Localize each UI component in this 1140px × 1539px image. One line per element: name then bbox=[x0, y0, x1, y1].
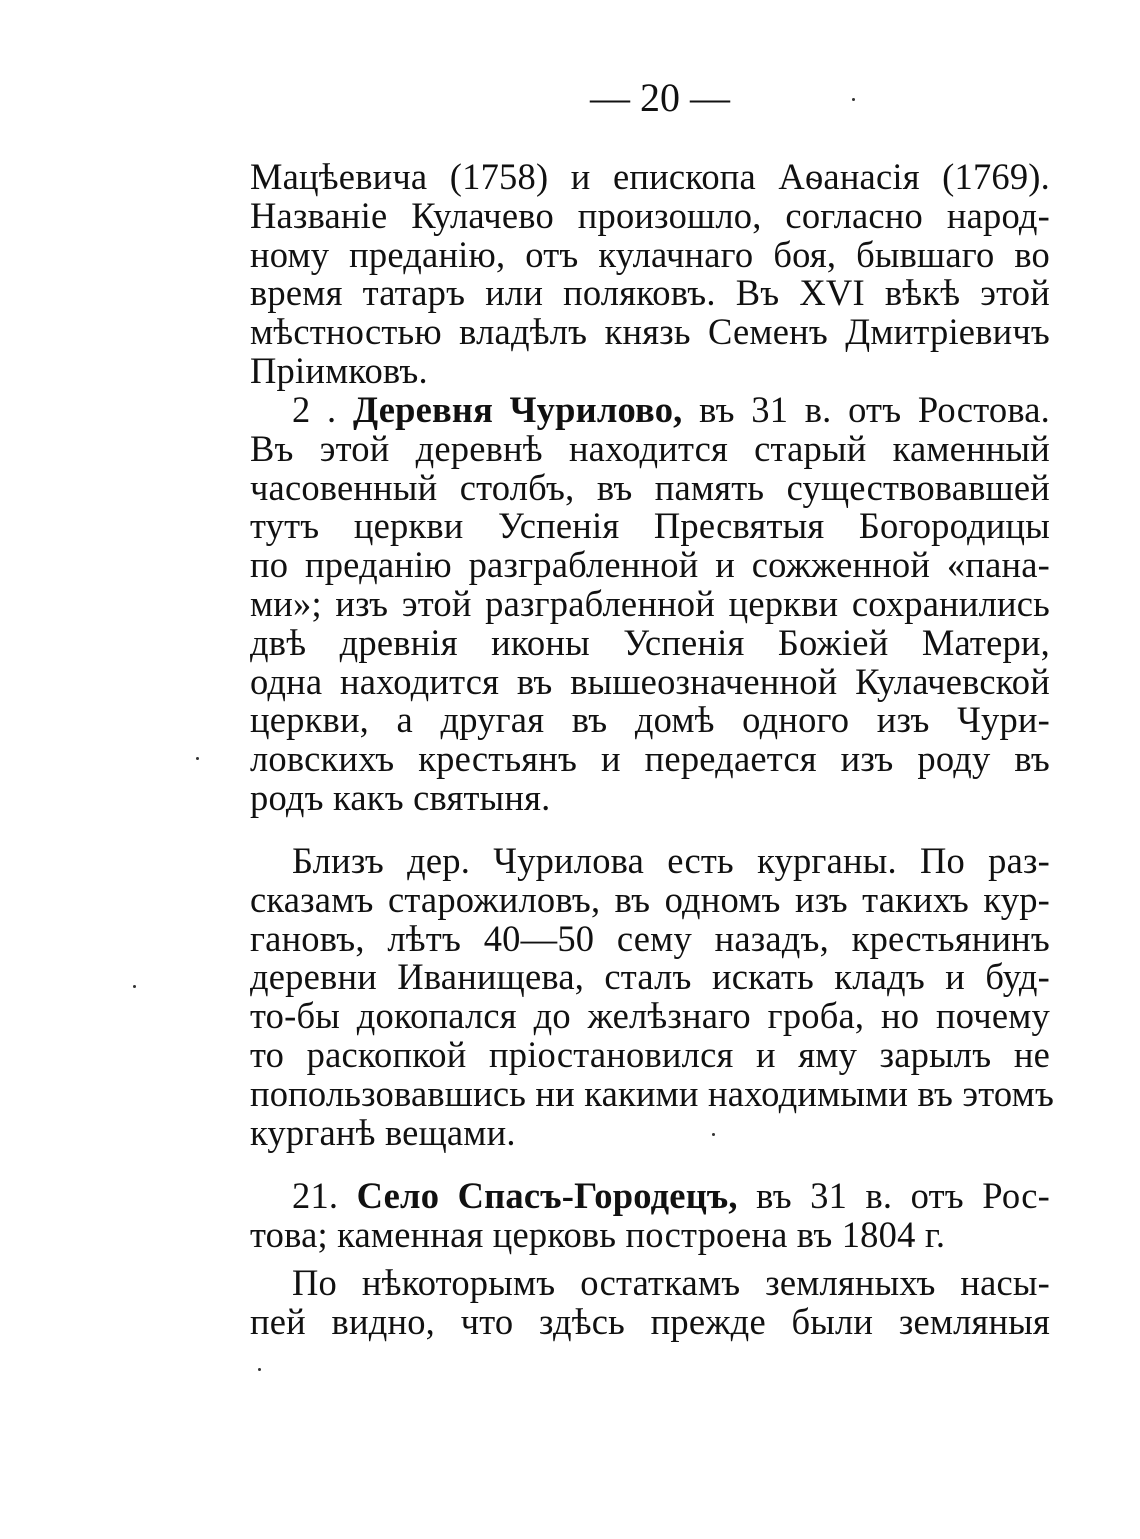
scan-speck bbox=[852, 98, 855, 101]
entry-title: Село Спасъ-Городецъ, bbox=[356, 1175, 738, 1216]
text-line: то раскопкой пріостановился и яму зарылъ не bbox=[250, 1033, 1050, 1075]
text-line: время татаръ или поляковъ. Въ XVI вѣкѣ этой bbox=[250, 272, 1050, 314]
entry-number: 2 . bbox=[292, 389, 353, 430]
paragraph-kulachevo-continued bbox=[250, 158, 1050, 391]
text-line: ному преданію, отъ кулачнаго боя, бывшаго во bbox=[250, 233, 1050, 275]
text-line: Мацѣевича (1758) и епископа Аѳанасія (1769). bbox=[250, 156, 1050, 197]
text-line: то-бы докопался до желѣзнаго гроба, но почему bbox=[250, 995, 1050, 1037]
entry-distance: въ 31 в. отъ Ростова. bbox=[682, 389, 1050, 430]
text-line: това; каменная церковь построена въ 1804 г. bbox=[250, 1213, 946, 1255]
text-line: попользовавшись ни какими находимыми въ этомъ bbox=[250, 1072, 1055, 1114]
scan-speck bbox=[712, 1133, 715, 1136]
text-line: ловскихъ крестьянъ и передается изъ роду въ bbox=[250, 738, 1050, 780]
text-line: Въ этой деревнѣ находится старый каменный bbox=[250, 427, 1050, 469]
page-number: — 20 — bbox=[590, 75, 730, 120]
text-line: тутъ церкви Успенія Пресвятыя Богородицы bbox=[250, 505, 1050, 547]
text-line: Пріимковъ. bbox=[250, 349, 428, 391]
entry-title: Деревня Чурилово, bbox=[352, 389, 683, 430]
text-line: по преданію разграбленной и сожженной «пана- bbox=[250, 544, 1050, 586]
scan-speck bbox=[196, 757, 199, 760]
scan-speck bbox=[258, 1368, 261, 1371]
text-line: двѣ древнія иконы Успенія Божіей Матери, bbox=[250, 621, 1050, 663]
text-line: гановъ, лѣтъ 40—50 сему назадъ, крестьянинъ bbox=[250, 917, 1050, 959]
paragraph-earthworks bbox=[250, 1264, 1050, 1342]
text-line: ми»; изъ этой разграбленной церкви сохранились bbox=[250, 582, 1050, 624]
text-line: родъ какъ святыня. bbox=[250, 776, 551, 818]
entry-heading-line bbox=[250, 1177, 1050, 1216]
text-line: По нѣкоторымъ остаткамъ земляныхъ насы- bbox=[292, 1262, 1050, 1303]
text-line: пей видно, что здѣсь прежде были земляныя bbox=[250, 1300, 1050, 1342]
text-line: Названіе Кулачево произошло, согласно народ- bbox=[250, 194, 1050, 236]
paragraph-spas-gorodets bbox=[250, 1177, 1050, 1255]
text-line: курганѣ вещами. bbox=[250, 1111, 516, 1153]
text-line: мѣстностью владѣлъ князь Семенъ Дмитріевичъ bbox=[250, 311, 1050, 353]
paragraph-kurgans bbox=[250, 840, 1055, 1153]
entry-heading-line bbox=[250, 391, 1050, 430]
scan-speck bbox=[133, 985, 136, 988]
text-line: Близъ дер. Чурилова есть курганы. По раз- bbox=[292, 840, 1050, 881]
text-line: сказамъ старожиловъ, въ одномъ изъ такихъ кур- bbox=[250, 878, 1050, 920]
text-line: церкви, а другая въ домѣ одного изъ Чури- bbox=[250, 699, 1050, 741]
entry-number: 21. bbox=[292, 1175, 357, 1216]
entry-distance: въ 31 в. отъ Рос- bbox=[737, 1175, 1050, 1216]
text-line: одна находится въ вышеозначенной Кулачевской bbox=[250, 660, 1050, 702]
paragraph-churilovo bbox=[250, 391, 1050, 818]
text-line: часовенный столбъ, въ память существовавшей bbox=[250, 466, 1050, 508]
text-line: деревни Иванищева, сталъ искать кладъ и буд- bbox=[250, 956, 1050, 998]
